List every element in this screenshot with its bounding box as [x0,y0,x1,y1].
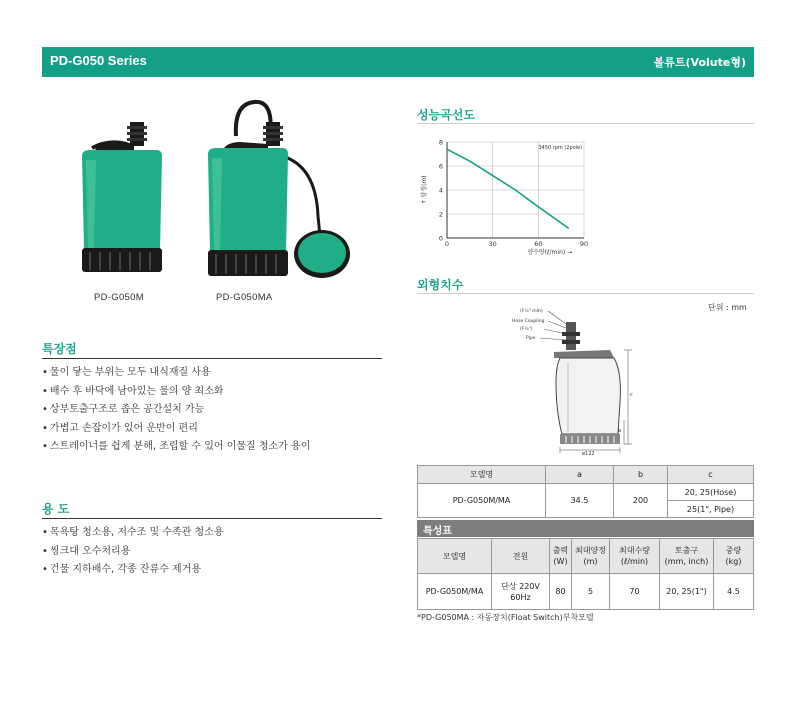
performance-chart [417,130,617,260]
dimension-drawing [510,302,660,457]
features-title: 특장점 [42,342,77,356]
dimensions-title: 외형치수 [417,278,464,292]
y-tick-label: 8 [438,138,443,147]
x-tick-label: 90 [579,240,589,248]
pump-label-pd-g050ma: PD-G050MA [216,292,273,303]
series-banner [42,47,754,77]
col-header: 중량 (kg) [714,539,754,574]
cell-output: 80 [550,574,572,610]
pump-pd-g050m-image [72,120,172,280]
use-item: • 건물 지하배수, 각종 잔류수 제거용 [42,561,224,580]
y-tick-label: 4 [438,186,443,195]
feature-item: • 물이 닿는 부위는 모두 내식재질 사용 [42,364,310,383]
y-tick-label: 2 [438,210,443,219]
cell-a: 34.5 [546,484,614,518]
pump-pd-g050ma-image [196,96,356,282]
y-tick-label: 6 [438,162,443,171]
table-header-row [418,466,754,484]
cell-outlet: 20, 25(1") [660,574,714,610]
series-line [447,149,569,228]
cell-c-line2: 25(1", Pipe) [668,501,754,518]
x-tick-label: 30 [488,240,497,248]
performance-rule [417,123,754,124]
col-header: 최대수량 (ℓ/min) [610,539,660,574]
dimensions-rule [417,293,754,294]
uses-title: 용 도 [42,502,70,516]
feature-item: • 배수 후 바닥에 남아있는 물의 양 최소화 [42,383,310,402]
col-header: 출력 (W) [550,539,572,574]
x-tick-label: 60 [534,240,543,248]
features-rule [42,358,382,359]
col-header: 토출구 (mm, inch) [660,539,714,574]
y-tick-label: 0 [438,234,443,243]
x-tick-label: 0 [444,240,450,248]
table-header-row [418,539,754,574]
col-header: 모델명 [418,539,492,574]
col-header: 최대양정 (m) [572,539,610,574]
features-list [42,364,310,457]
spec-title: 특성표 [417,520,754,537]
col-header: b [614,466,668,484]
series-title: PD-G050 Series [50,53,147,68]
unit-note: 단위 : mm [708,303,747,312]
drawing-label: Hose Coupling [512,319,545,324]
x-axis-label: 양수량(ℓ/min) → [527,249,573,256]
drawing-label: (F½") [520,327,533,332]
spec-footnote: *PD-G050MA : 자동장치(Float Switch)부착모델 [417,613,594,622]
drawing-label: Pipe [526,336,536,341]
use-item: • 씽크대 오수처리용 [42,543,224,562]
pump-type-label: 볼류트(Volute형) [653,56,746,69]
cell-model: PD-G050M/MA [418,484,546,518]
col-header: 모델명 [418,466,546,484]
drawing-label: c [630,392,633,398]
cell-power: 단상 220V 60Hz [492,574,550,610]
uses-rule [42,518,382,519]
spec-table [417,538,754,610]
cell-model: PD-G050M/MA [418,574,492,610]
feature-item: • 가볍고 손잡이가 있어 운반이 편리 [42,420,310,439]
drawing-label: a [618,428,622,434]
drawing-label: (F½" mm) [520,309,543,314]
pump-label-pd-g050m: PD-G050M [94,292,144,303]
dimensions-table [417,465,754,518]
col-header: a [546,466,614,484]
col-header: c [668,466,754,484]
cell-weight: 4.5 [714,574,754,610]
use-item: • 목욕탕 청소용, 저수조 및 수족관 청소용 [42,524,224,543]
cell-max-flow: 70 [610,574,660,610]
feature-item: • 상부토출구조로 좁은 공간설치 가능 [42,401,310,420]
table-row [418,574,754,610]
cell-b: 200 [614,484,668,518]
drawing-label: ø122 [582,451,595,457]
y-axis-label: ↑ 양정(m) [421,175,428,205]
series-label: 3450 rpm (2pole) [538,145,583,151]
cell-c-line1: 20, 25(Hose) [668,484,754,501]
cell-max-head: 5 [572,574,610,610]
col-header: 전원 [492,539,550,574]
uses-list [42,524,224,580]
feature-item: • 스트레이너를 쉽게 분해, 조립할 수 있어 이물질 청소가 용이 [42,438,310,457]
table-row [418,484,754,501]
performance-title: 성능곡선도 [417,108,475,122]
